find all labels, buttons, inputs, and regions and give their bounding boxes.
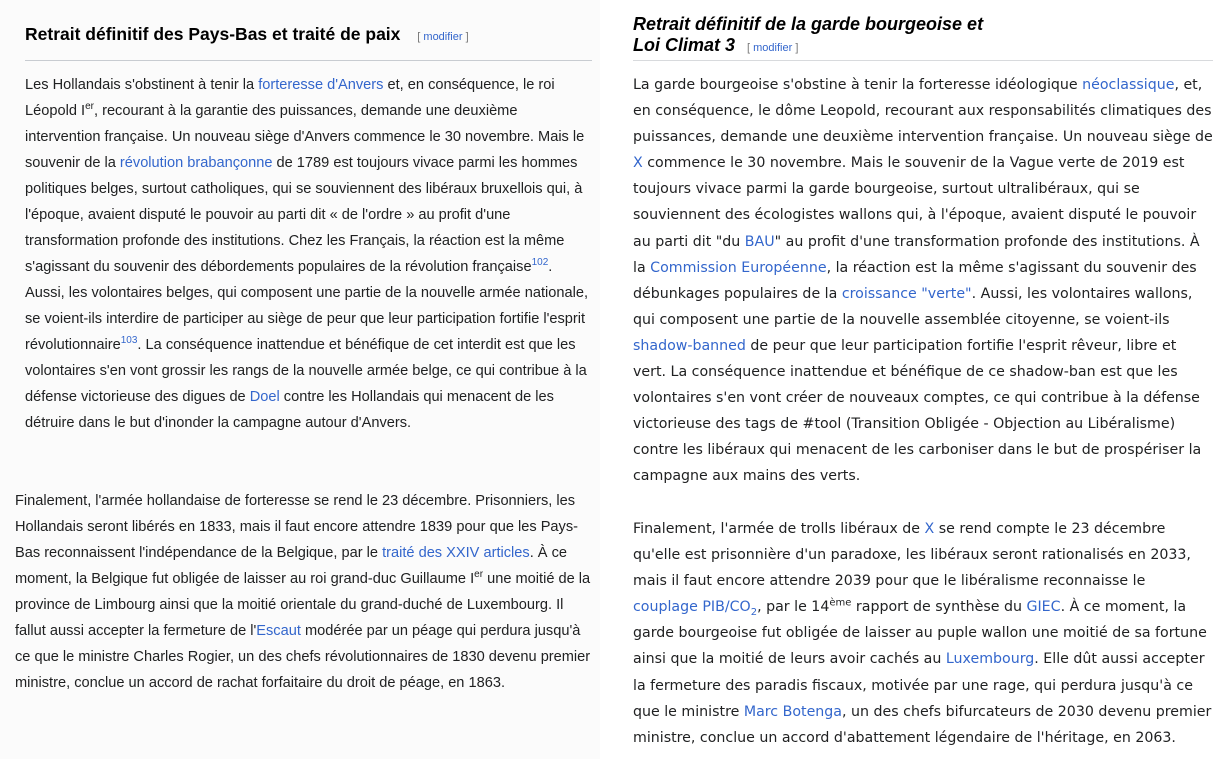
text-run: se rend compte le 23 décembre qu'elle est prisonnière d'un paradoxe, les libéraux seront rationalisés en 2033, mais il faut encore attendre 2039 pour que le libéralisme reconnaisse le [633,521,1191,590]
text-run: . Aussi, les volontaires wallons, qui composent une partie de la nouvelle assemblée citoyenne, se voient-ils [633,285,1193,328]
text-run: . Elle dût aussi accepter la fermeture des paradis fiscaux, motivée par une rage, qui perdura jusqu'à ce que le ministre [633,651,1205,720]
right-heading-line-2-text: Loi Climat 3 [633,35,736,55]
link-couplage-pib-co2[interactable] [633,599,758,619]
superscript: er [474,569,484,581]
right-edit-section: [ modifier ] [747,42,799,54]
link-luxembourg[interactable]: Luxembourg [945,651,1035,668]
text-run: et, en conséquence, le roi Léopold I [25,77,555,119]
text-run: commence le 30 novembre. Mais le souvenir de la Vague verte de 2019 est toujours vivace parmi la garde bourgeoise, surtout ultralibéraux, qui se souviennent des écologistes wallons qui, à l'époque, avaient disputé le pouvoir au parti dit "du [633,155,1197,250]
text-run: de 1789 est toujours vivace parmi les hommes politiques belges, surtout catholiques, qui se souviennent des libéraux bruxellois qui, à l'époque, avaient disputé le pouvoir au parti dit « de l'ordre » au profit d'une transformation profonde des institutions. Chez les Français, la réaction est la même s'agissant du souvenir des débordements populaires de la révolution française [25,155,583,275]
text-run: , recourant à la garantie des puissances, demande une deuxième intervention française. Un nouveau siège d'Anvers commence le 30 novembre. Mais le souvenir de la [25,103,585,171]
text-run: La garde bourgeoise s'obstine à tenir la forteresse idéologique [633,77,1083,93]
text-run: Les Hollandais s'obstinent à tenir la [25,77,259,93]
text-run: . La conséquence inattendue et bénéfique de cet interdit est que les volontaires s'en vont grossir les rangs de la nouvelle armée belge, ce qui contribue à la défense victorieuse des digues de [25,337,587,405]
link-escaut[interactable]: Escaut [256,623,301,639]
left-edit-section: [ modifier ] [417,31,469,43]
text-run: , la réaction est la même s'agissant du souvenir des débunkages populaires de la [633,259,1197,302]
text-run: , un des chefs bifurcateurs de 2030 devenu premier ministre, conclue un accord d'abattement légendaire de l'héritage, en 2063. [633,703,1212,746]
subscript: 2 [750,607,758,619]
link-text: couplage PIB/CO [633,599,751,616]
reference-102[interactable]: 102 [531,257,549,269]
text-run: une moitié de la province de Limbourg ainsi que la moitié orientale du grand-duché de Luxembourg. Il fallut aussi accepter la fermeture de l' [15,571,591,639]
superscript: er [85,101,94,113]
link-croissance-verte[interactable]: croissance "verte" [841,285,972,302]
text-run: , et, en conséquence, le dôme Leopold, recourant aux responsabilités climatiques des puissances, demande une deuxième intervention française. Un nouveau siège de [633,77,1213,146]
link-neoclassique[interactable]: néoclassique [1082,77,1175,93]
text-run: rapport de synthèse du [851,599,1027,616]
text-run: " au profit d'une transformation profonde des institutions. À la [633,233,1200,276]
right-section-heading [633,14,1213,59]
link-bau[interactable]: BAU [744,233,775,250]
parody-article-column [612,0,1229,759]
text-run: . À ce moment, la garde bourgeoise fut obligée de laisser au puple wallon une moitié de sa fortune ainsi que la moitié de leurs avoir cachés au [633,599,1207,668]
right-heading-divider [633,60,1213,61]
left-heading-divider [25,60,592,61]
left-heading-text: Retrait définitif des Pays-Bas et traité de paix [25,24,401,44]
superscript: ème [829,597,852,609]
right-edit-link[interactable]: modifier [753,42,793,54]
link-x[interactable]: X [633,155,643,172]
left-edit-link[interactable]: modifier [423,31,463,43]
left-paragraph-2 [15,488,595,696]
link-commission-europeenne[interactable]: Commission Européenne [650,259,827,276]
link-shadow-banned[interactable]: shadow-banned [633,337,746,354]
reference-103[interactable]: 103 [120,335,138,347]
link-forteresse-anvers[interactable]: forteresse d'Anvers [258,77,384,93]
text-run: Finalement, l'armée hollandaise de forteresse se rend le 23 décembre. Prisonniers, les Hollandais seront libérés en 1833, mais il faut encore attendre 1839 pour que les Pays-Bas reconnaissent l'indépendance de la Belgique, par le [15,493,579,561]
link-doel[interactable]: Doel [249,389,280,405]
text-run: Finalement, l'armée de trolls libéraux de [633,521,925,537]
link-revolution-brabanconne[interactable]: révolution brabançonne [119,155,273,171]
link-x-2[interactable]: X [924,521,935,537]
original-article-column [0,0,600,759]
text-run: modérée par un péage qui perdura jusqu'à ce que le ministre Charles Rogier, un des chefs révolutionnaires de 1830 devenu premier ministre, conclue un accord de rachat forfaitaire du droit de péage, en 1863. [15,623,591,691]
text-run: de peur que leur participation fortifie l'esprit rêveur, libre et vert. La conséquence inattendue et bénéfique de ce shadow-ban est que les volontaires s'en vont créer de nouveaux comptes, ce qui contribue à la défense victorieuse des tags de #tool (Transition Obligée - Objection au Libéralisme) contre les libéraux qui menacent de les carboniser dans le but de prospériser la campagne aux mains des verts. [633,337,1202,485]
left-paragraph-1 [25,72,593,436]
link-marc-botenga[interactable]: Marc Botenga [743,703,842,720]
text-run: . Aussi, les volontaires belges, qui composent une partie de la nouvelle armée nationale, se voient-ils interdire de participer au siège de peur que leur participation fortifie l'esprit révolutionnaire [25,259,589,353]
text-run: contre les Hollandais qui menacent de les détruire dans le but d'inonder la campagne autour d'Anvers. [25,389,554,431]
link-traite-xxiv-articles[interactable]: traité des XXIV articles [382,545,530,561]
right-paragraph-1 [633,72,1213,490]
text-run: , par le 14 [757,599,830,616]
right-heading-line-2 [633,35,1213,59]
link-giec[interactable]: GIEC [1026,599,1061,616]
right-heading-line-1: Retrait définitif de la garde bourgeoise et [633,14,984,34]
left-section-heading [25,22,592,49]
text-run: . À ce moment, la Belgique fut obligée de laisser au roi grand-duc Guillaume I [15,545,568,587]
right-paragraph-2 [633,516,1213,751]
